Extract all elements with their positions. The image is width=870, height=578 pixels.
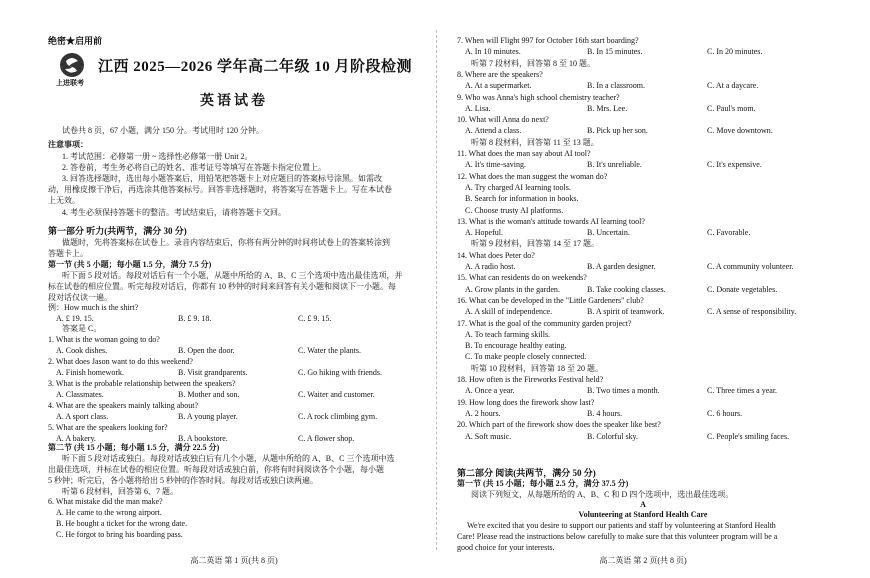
page-2 xyxy=(457,0,829,578)
question-4: 4. What are the speakers mainly talking about? xyxy=(48,401,199,410)
question-text: 13. What is the woman's attitude towards AI learning tool? xyxy=(457,216,645,226)
question-option: A. Grow plants in the garden. xyxy=(465,284,560,294)
note-line: 3. 回答选择题时，选出每小题答案后，用铅笔把答题卡上对应题目的答案标号涂黑。如需改 xyxy=(62,174,382,183)
question-option: B. Visit grandparents. xyxy=(178,368,248,377)
passage-line: Care! Please read the instructions below carefully to make sure that this volunteer program will be a xyxy=(457,532,778,541)
question-option: A. A bakery. xyxy=(56,434,96,443)
note-line: 2. 答卷前，考生务必将自己的姓名、准考证号等填写在答题卡指定位置上。 xyxy=(62,163,326,172)
part2-section1-intro: 阅读下列短文，从每题所给的 A、B、C 和 D 四个选项中，选出最佳选项。 xyxy=(471,490,734,499)
question-option: C. Move downtown. xyxy=(707,126,773,136)
question-text: 17. What is the goal of the community garden project? xyxy=(457,318,632,328)
question-option: B. It's unreliable. xyxy=(587,160,642,170)
exam-intro: 试卷共 8 页，67 小题，满分 150 分。考试用时 120 分钟。 xyxy=(62,126,264,135)
question-option: B. A spirit of teamwork. xyxy=(587,307,665,317)
question-1: 1. What is the woman going to do? xyxy=(48,335,160,344)
question-option: A. Try charged AI learning tools. xyxy=(465,182,571,192)
page-1 xyxy=(48,0,420,578)
question-option: C. People's smiling faces. xyxy=(707,431,790,441)
note-line: 1. 考试范围：必修第一册 ~ 选择性必修第一册 Unit 2。 xyxy=(62,152,253,161)
question-option: B. A young player. xyxy=(178,412,238,421)
section1-heading: 第一节 (共 5 小题；每小题 1.5 分，满分 7.5 分) xyxy=(48,260,212,269)
material-note: 听第 9 段材料，回答第 14 至 17 题。 xyxy=(471,239,599,249)
question-option: B. A bookstore. xyxy=(178,434,228,443)
question-option: C. Three times a year. xyxy=(707,386,778,396)
question-option: C. A sense of responsibility. xyxy=(707,307,797,317)
question-option: C. In 20 minutes. xyxy=(707,47,763,57)
question-option: B. In a classroom. xyxy=(587,81,645,91)
logo-icon xyxy=(58,52,86,78)
question-option: C. At a daycare. xyxy=(707,81,759,91)
question-option: A. It's time-saving. xyxy=(465,160,526,170)
question-option: A. At a supermarket. xyxy=(465,81,532,91)
question-text: 18. How often is the Fireworks Festival held? xyxy=(457,375,604,384)
confidential-label: 绝密★启用前 xyxy=(48,36,103,46)
question-5: 5. What are the speakers looking for? xyxy=(48,423,168,432)
question-option: C. Donate vegetables. xyxy=(707,284,778,294)
question-6-option: A. He came to the wrong airport. xyxy=(56,508,162,517)
question-option: A. Cook dishes. xyxy=(56,346,108,355)
question-6-option: C. He forgot to bring his boarding pass. xyxy=(56,530,183,539)
question-option: A. Hopeful. xyxy=(465,228,503,238)
question-option: A. A skill of independence. xyxy=(465,307,553,317)
question-option: B. Open the door. xyxy=(178,346,235,355)
question-option: C. Favorable. xyxy=(707,228,751,238)
question-option: B. Mrs. Lee. xyxy=(587,103,628,113)
exam-title: 江西 2025—2026 学年高二年级 10 月阶段检测 xyxy=(98,59,413,75)
question-option: C. Water the plants. xyxy=(298,346,361,355)
section2-intro-line: 5 秒钟；听完后，各小题将给出 5 秒钟的作答时间。每段对话或独白读两遍。 xyxy=(48,476,318,485)
question-2: 2. What does Jason want to do this weekend? xyxy=(48,357,193,366)
question-option: B. Uncertain. xyxy=(587,228,630,238)
question-option: B. Mother and son. xyxy=(178,390,240,399)
section1-intro-line: 听下面 5 段对话。每段对话后有一个小题，从题中所给的 A、B、C 三个选项中选出最佳选项，并 xyxy=(62,271,403,280)
note-line: 动，用橡皮擦干净后，再选涂其他答案标号。回答非选择题时，将答案写在答题卡上。写在本试卷 xyxy=(48,185,392,194)
question-text: 8. Where are the speakers? xyxy=(457,69,543,79)
question-option: A. A radio host. xyxy=(465,262,516,271)
question-option: C. Paul's mom. xyxy=(707,103,756,113)
part1-intro-line: 答题卡上。 xyxy=(48,249,88,258)
question-option: A. Classmates. xyxy=(56,390,104,399)
part1-heading: 第一部分 听力(共两节，满分 30 分) xyxy=(48,226,187,236)
question-text: 12. What does the man suggest the woman do? xyxy=(457,171,608,181)
example-option: B. £ 9. 18. xyxy=(178,314,212,323)
question-option: C. A community volunteer. xyxy=(707,262,794,271)
question-option: B. Colorful sky. xyxy=(587,431,639,441)
section1-intro-line: 段对话仅读一遍。 xyxy=(48,293,112,302)
example-answer: 答案是 C。 xyxy=(62,324,102,333)
material-note: 听第 7 段材料，回答第 8 至 10 题。 xyxy=(471,58,595,68)
page-footer: 高二英语 第 1 页(共 8 页) xyxy=(190,556,278,565)
question-option: B. Two times a month. xyxy=(587,386,660,396)
material-note: 听第 10 段材料，回答第 18 至 20 题。 xyxy=(471,363,603,373)
question-option: A. A sport class. xyxy=(56,412,109,421)
question-option: A. Finish homework. xyxy=(56,368,124,377)
note-line: 上无效。 xyxy=(48,196,80,205)
page-divider xyxy=(436,30,437,550)
example-question: 例：How much is the shirt? xyxy=(48,303,139,312)
question-option: B. Search for information in books. xyxy=(465,194,579,204)
passage-title: Volunteering at Stanford Health Care xyxy=(578,510,708,519)
material-note: 听第 8 段材料，回答第 11 至 13 题。 xyxy=(471,137,599,147)
notes-heading: 注意事项： xyxy=(48,140,88,149)
question-option: C. Go hiking with friends. xyxy=(298,368,382,377)
question-option: B. In 15 minutes. xyxy=(587,47,643,57)
question-option: B. 4 hours. xyxy=(587,408,623,418)
part2-section1-heading: 第一节 (共 15 小题；每小题 2.5 分，满分 37.5 分) xyxy=(457,479,629,488)
question-text: 16. What can be developed in the "Little Gardeners" club? xyxy=(457,295,644,305)
note-line: 4. 考生必须保持答题卡的整洁。考试结束后，请将答题卡交回。 xyxy=(62,208,286,217)
question-option: B. Take cooking classes. xyxy=(587,284,666,294)
passage-line: good choice for your interests. xyxy=(457,543,555,552)
question-option: C. A rock climbing gym. xyxy=(298,412,378,421)
section2-intro-line: 听下面 5 段对话或独白。每段对话或独白后有几个小题，从题中所给的 A、B、C 三个选项中选 xyxy=(62,454,395,463)
question-text: 7. When will Flight 997 for October 16th start boarding? xyxy=(457,36,639,45)
question-option: B. To encourage healthy eating. xyxy=(465,341,567,351)
section2-intro-line: 出最佳选项，并标在试卷的相应位置。听每段对话或独白前，你将有时间阅读各个小题，每小题 xyxy=(48,465,384,474)
question-option: B. Pick up her son. xyxy=(587,126,648,136)
example-option: C. £ 9. 15. xyxy=(298,314,332,323)
exam-subtitle: 英语试卷 xyxy=(200,94,268,109)
question-text: 20. Which part of the firework show does the speaker like best? xyxy=(457,420,661,430)
question-option: C. A flower shop. xyxy=(298,434,355,443)
example-option: A. £ 19. 15. xyxy=(56,314,94,323)
question-text: 9. Who was Anna's high school chemistry teacher? xyxy=(457,92,620,102)
question-option: A. Once a year. xyxy=(465,386,515,396)
section2-heading: 第二节 (共 15 小题；每小题 1.5 分，满分 22.5 分) xyxy=(48,443,220,452)
question-option: C. 6 hours. xyxy=(707,408,743,418)
publisher-logo xyxy=(58,52,86,88)
question-option: A. Lisa. xyxy=(465,103,491,113)
question-option: A. In 10 minutes. xyxy=(465,47,521,57)
material-note: 听第 6 段材料，回答第 6、7 题。 xyxy=(62,487,178,496)
question-6-option: B. He bought a ticket for the wrong date. xyxy=(56,519,188,528)
question-option: B. A garden designer. xyxy=(587,262,656,271)
question-6: 6. What mistake did the man make? xyxy=(48,497,163,506)
question-option: C. It's expensive. xyxy=(707,160,762,170)
question-text: 19. How long does the firework show last? xyxy=(457,397,595,407)
section1-intro-line: 标在试卷的相应位置。听完每段对话后，你都有 10 秒钟的时间来回答有关小题和阅读下一小题。每 xyxy=(48,282,396,291)
question-3: 3. What is the probable relationship between the speakers? xyxy=(48,379,236,388)
question-text: 11. What does the man say about AI tool? xyxy=(457,149,591,158)
question-option: C. To make people closely connected. xyxy=(465,352,587,362)
question-text: 15. What can residents do on weekends? xyxy=(457,273,587,283)
question-option: A. 2 hours. xyxy=(465,408,501,418)
question-option: C. Choose trusty AI platforms. xyxy=(465,205,564,215)
page-footer: 高二英语 第 2 页(共 8 页) xyxy=(599,556,687,565)
question-option: C. Waiter and customer. xyxy=(298,390,375,399)
part1-intro-line: 做题时，先将答案标在试卷上。录音内容结束后，你将有两分钟的时间将试卷上的答案转涂到 xyxy=(62,238,390,247)
question-text: 10. What will Anna do next? xyxy=(457,115,549,125)
question-option: A. Attend a class. xyxy=(465,126,522,136)
part2-heading: 第二部分 阅读(共两节，满分 50 分) xyxy=(457,468,596,478)
passage-letter: A xyxy=(640,500,646,509)
question-option: A. To teach farming skills. xyxy=(465,329,551,339)
logo-text: 上进联考 xyxy=(56,79,84,87)
passage-line: We're excited that you desire to support our patients and staff by volunteering at Stanford Health xyxy=(467,521,776,530)
question-option: A. Soft music. xyxy=(465,431,512,441)
question-text: 14. What does Peter do? xyxy=(457,250,535,260)
